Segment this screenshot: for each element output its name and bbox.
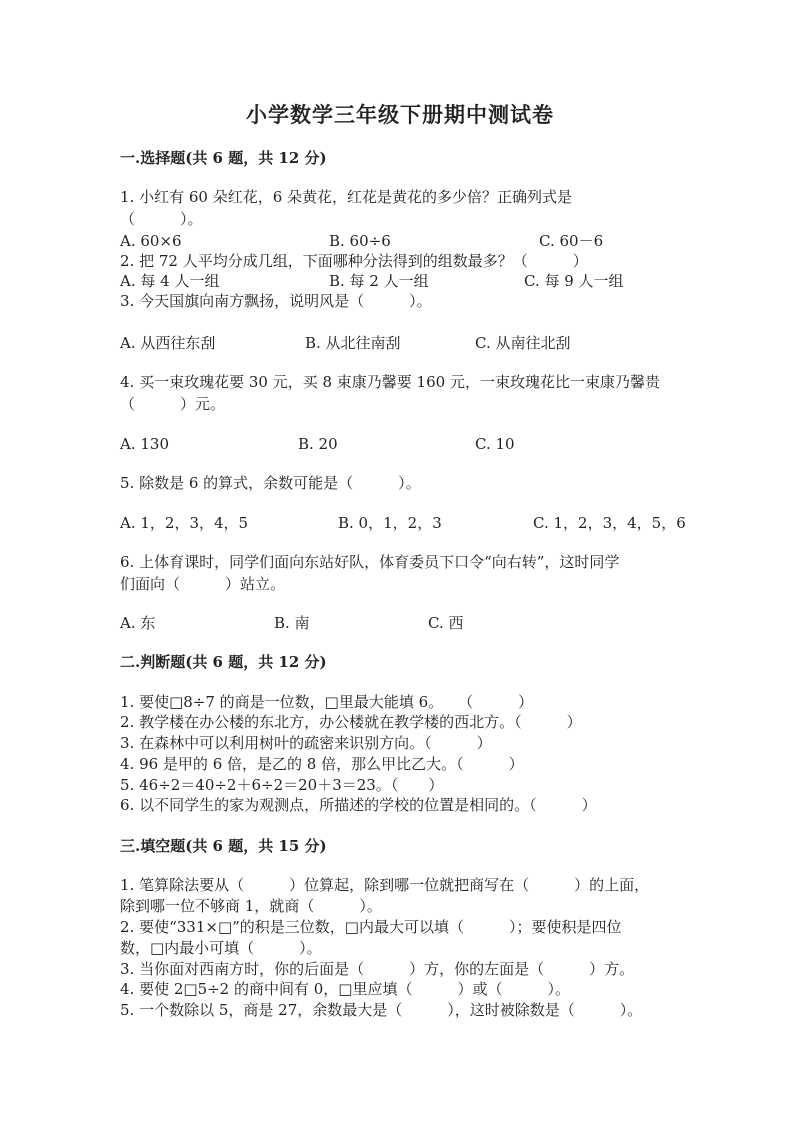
judge-item: 3. 在森林中可以利用树叶的疏密来识别方向。（ ） — [120, 734, 492, 752]
q4-text-cont: （ ）元。 — [120, 395, 226, 413]
judge-item: 5. 46÷2＝40÷2＋6÷2＝20＋3＝23。（ ） — [120, 776, 444, 794]
q1-text: 1. 小红有 60 朵红花，6 朵黄花，红花是黄花的多少倍？正确列式是 — [120, 188, 573, 206]
judge-item: 1. 要使□8÷7 的商是一位数，□里最大能填 6。 （ ） — [120, 693, 534, 711]
q6-option-b: B. 南 — [274, 614, 310, 632]
fill-line: 4. 要使 2□5÷2 的商中间有 0，□里应填（ ）或（ ）。 — [120, 980, 570, 998]
q2-option-c: C. 每 9 人一组 — [524, 272, 624, 290]
page-title: 小学数学三年级下册期中测试卷 — [246, 102, 554, 127]
fill-line: 数，□内最小可填（ ）。 — [120, 939, 322, 957]
fill-line: 5. 一个数除以 5，商是 27，余数最大是（ ），这时被除数是（ ）。 — [120, 1001, 643, 1019]
q5-option-b: B. 0，1，2，3 — [338, 514, 442, 532]
judge-item: 2. 教学楼在办公楼的东北方，办公楼就在教学楼的西北方。（ ） — [120, 713, 582, 731]
q5-text: 5. 除数是 6 的算式，余数可能是（ ）。 — [120, 474, 421, 492]
q4-text: 4. 买一束玫瑰花要 30 元，买 8 束康乃馨要 160 元，一束玫瑰花比一束康乃馨贵 — [120, 373, 660, 391]
q3-text: 3. 今天国旗向南方飘扬，说明风是（ ）。 — [120, 292, 432, 310]
section-1-header: 一.选择题(共 6 题，共 12 分) — [120, 149, 327, 167]
q2-option-a: A. 每 4 人一组 — [120, 272, 220, 290]
q3-option-c: C. 从南往北刮 — [475, 334, 571, 352]
q3-option-a: A. 从西往东刮 — [120, 334, 216, 352]
q1-option-a: A. 60×6 — [120, 232, 182, 250]
q4-option-b: B. 20 — [298, 435, 338, 453]
q6-option-c: C. 西 — [428, 614, 464, 632]
q2-option-b: B. 每 2 人一组 — [329, 272, 429, 290]
q6-text-cont: 们面向（ ）站立。 — [120, 575, 286, 593]
q3-option-b: B. 从北往南刮 — [305, 334, 401, 352]
q2-text: 2. 把 72 人平均分成几组，下面哪种分法得到的组数最多？（ ） — [120, 252, 588, 270]
q6-option-a: A. 东 — [120, 614, 156, 632]
q1-text-cont: （ ）。 — [120, 210, 203, 228]
judge-item: 4. 96 是甲的 6 倍，是乙的 8 倍，那么甲比乙大。（ ） — [120, 755, 524, 773]
section-3-header: 三.填空题(共 6 题，共 15 分) — [120, 837, 327, 855]
q1-option-c: C. 60－6 — [539, 232, 604, 250]
fill-line: 除到哪一位不够商 1，就商（ ）。 — [120, 897, 382, 915]
q5-option-a: A. 1，2，3，4，5 — [120, 514, 249, 532]
fill-line: 3. 当你面对西南方时，你的后面是（ ）方，你的左面是（ ）方。 — [120, 960, 635, 978]
q4-option-c: C. 10 — [475, 435, 515, 453]
q6-text: 6. 上体育课时，同学们面向东站好队，体育委员下口令“向右转”，这时同学 — [120, 553, 620, 571]
q1-option-b: B. 60÷6 — [329, 232, 391, 250]
judge-item: 6. 以不同学生的家为观测点，所描述的学校的位置是相同的。（ ） — [120, 796, 597, 814]
fill-line: 2. 要使“331×□”的积是三位数，□内最大可以填（ ）；要使积是四位 — [120, 918, 622, 936]
q4-option-a: A. 130 — [120, 435, 169, 453]
q5-option-c: C. 1，2，3，4，5，6 — [533, 514, 686, 532]
section-2-header: 二.判断题(共 6 题，共 12 分) — [120, 653, 327, 671]
fill-line: 1. 笔算除法要从（ ）位算起，除到哪一位就把商写在（ ）的上面， — [120, 876, 650, 894]
